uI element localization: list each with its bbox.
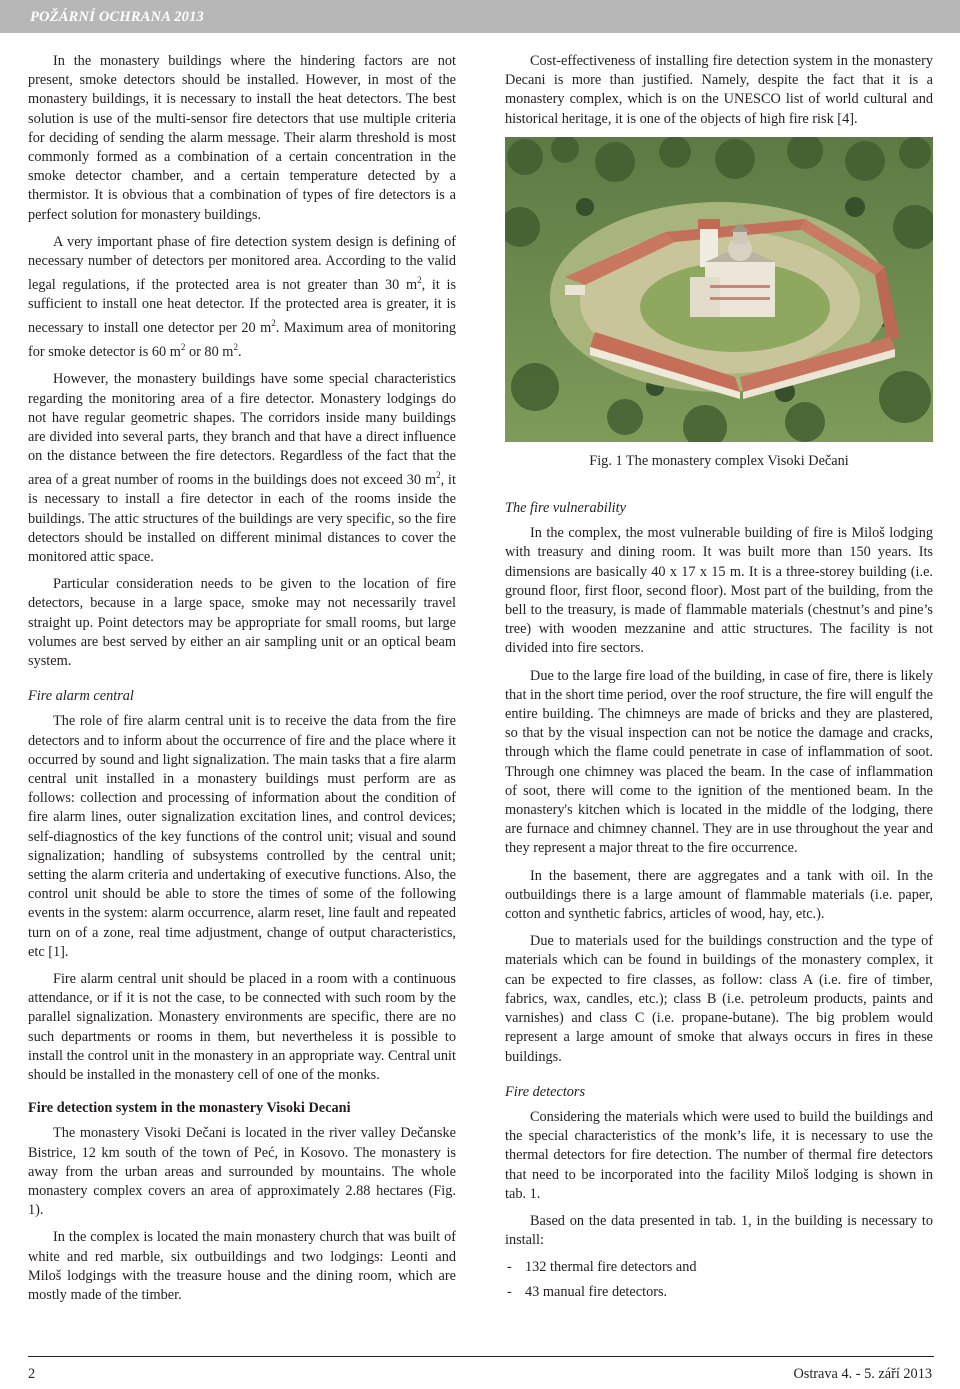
paragraph: Fire alarm central unit should be placed in a room with a continuous attendance, or if it is not the case, to be connected with such room by the parallel signalization. Monastery environments are specific, there are no such departments or rooms in them, but nevertheless it is possible to install the control unit in the monastery in an appropriate way. Central unit should be installed in the monastery cell of one of the monks. (28, 971, 456, 1084)
paragraph: In the complex, the most vulnerable building of fire is Miloš lodging with treasury and dining room. It was built more than 150 years. Its dimensions are basically 40 x 17 x 15 m. It is a three-storey building (i.e. ground floor, first floor, second floor). Most part of the building, from the bell to the treasury, is made of flammable materials (chestnut’s and pine’s tree) with wooden mezzanine and attic structures. The facility is not divided into fire sectors. (505, 525, 933, 657)
paragraph: Based on the data presented in tab. 1, in the building is necessary to install: (505, 1212, 933, 1249)
right-column (505, 52, 933, 1307)
section-heading-fire-alarm-central: Fire alarm central (28, 688, 134, 705)
paragraph: Considering the materials which were used to build the buildings and the special characteristics of the monk’s life, it is necessary to use the thermal detectors for fire detection. The number of thermal fire detectors that need to be incorporated into the facility Miloš lodging is shown in tab. 1. (505, 1108, 933, 1202)
monastery-aerial-photo (505, 137, 933, 442)
paragraph: The monastery Visoki Dečani is located in the river valley Dečanske Bistrice, 12 km south of the town of Peć, in Kosovo. The monastery is away from the urban areas and surrounded by mountains. The whole monastery complex covers an area of approximately 2.88 hectares (Fig. 1). (28, 1125, 456, 1219)
header-title: POŽÁRNÍ OCHRANA 2013 (30, 9, 204, 25)
paragraph: Cost-effectiveness of installing fire detection system in the monastery Decani is more than justified. Namely, despite the fact that it is a monastery complex, which is on the UNESCO list of world cultural and historical heritage, it is one of the objects of high fire risk [4]. (505, 53, 933, 127)
section-heading-fire-detectors: Fire detectors (505, 1083, 586, 1100)
detector-list (505, 1258, 933, 1301)
conference-date: Ostrava 4. - 5. září 2013 (793, 1366, 932, 1382)
running-header (0, 0, 960, 33)
paragraph: Due to the large fire load of the building, in case of fire, there is likely that in the short time period, over the roof structure, the fire will engulf the entire building. The chimneys are made of bricks and they are plastered, so that by the visual inspection can not be notice the damage and cracks, through which the flame could penetrate in case of inflammation of soot. Through one chimney was placed the beam. In the case of inflammation of soot, there will come to the ignition of the mentioned beam. In the monastery's kitchen which is located in the middle of the lodging, there are furnace and chimney channel. They are in use throughout the year and they represent a major threat to the fire occurrence. (505, 667, 933, 857)
list-item: - 43 manual fire detectors. (505, 1283, 933, 1302)
paragraph: Particular consideration needs to be given to the location of fire detectors, because in a large space, smoke may not necessarily travel straight up. Point detectors may be appropriate for small rooms, but large volumes are best served by either an air sampling unit or an optical beam system. (28, 576, 456, 669)
paragraph: Due to materials used for the buildings construction and the type of materials which can be found in buildings of the monastery complex, it can be expected to fire classes, as follow: class A (i.e. fire of timber, fabrics, wax, candles, etc.); class B (i.e. petroleum products, paints and varnishes) and class C (i.e. propane-butane). The big problem would represent a large amount of smoke that always occurs in fires in these buildings. (505, 933, 933, 1065)
list-item: - 132 thermal fire detectors and (505, 1258, 933, 1277)
paragraph: The role of fire alarm central unit is to receive the data from the fire detectors and to inform about the occurrence of fire and the place where it occurred by sound and light signalization. The main tasks that a fire alarm central unit installed in a monastery buildings must perform are as follows: collection and processing of information about the condition of fire alarm lines, outer signalization excitation lines, and control devices; self-diagnostics of the key functions of the control unit; visual and sound signalization; handling of subsystems controlled by the central unit; setting the alarm criteria and undertaking of executive functions. Also, the control unit should be able to store the times of some of the following events in the system: alarm occurrence, alarm reset, line fault and repeated turn on of a zone, real time adjustment, change of output characteristics, etc [1]. (28, 713, 456, 960)
section-heading-fire-vulnerability: The fire vulnerability (505, 500, 626, 517)
paragraph: However, the monastery buildings have some special characteristics regarding the monitoring area of a fire detector. Monastery lodgings do not have regular geometric shapes. The corridors inside many buildings are divided into several parts, they branch and that have a direct influence on the distance between the fire detectors. Regardless of the fact that the area of a great number of rooms in the buildings does not exceed 30 $m^2$, it is necessary to install a fire detector in each of the rooms inside the buildings. The attic structures of the buildings are very specific, so the fire detectors should be installed on different minimal distances to cover the monitored attic space. (28, 371, 457, 565)
paragraph: In the basement, there are aggregates and a tank with oil. In the outbuildings there is a large amount of flammable materials (i.e. paper, cotton and synthetic fabrics, articles of wood, hay, etc.). (505, 867, 933, 923)
footer-rule (28, 1356, 934, 1357)
paragraph: In the complex is located the main monastery church that was built of white and red marble, six outbuildings and two lodgings: Leonti and Miloš lodgings with the treasure house and the dining room, which are mostly made of the timber. (28, 1229, 456, 1304)
paragraph: In the monastery buildings where the hindering factors are not present, smoke detectors should be installed. However, in most of the monastery buildings, it is necessary to install the heat detectors. The best solution is use of the multi-sensor fire detectors that use multiple criteria for deciding of sending the alarm message. Their alarm threshold is most commonly formed as a combination of a certain concentration in the smoke detector chamber, and a certain temperature detected by a thermistor. It is obvious that a combination of types of fire detectors is a perfect solution for monastery buildings. (28, 53, 456, 223)
page-number: 2 (28, 1366, 36, 1382)
section-heading-fire-detection-system: Fire detection system in the monastery Visoki Decani (28, 1100, 351, 1117)
left-column (28, 52, 456, 1305)
paragraph: A very important phase of fire detection system design is defining of necessary number of detectors per monitored area. According to the valid legal regulations, if the protected area is not greater than 30 $m^2$, it is sufficient to install one heat detector. If the protected area is greater, it is necessary to install one detector per 20 $m^2$. Maximum area of monitoring for smoke detector is 60 $m^2$ or 80 $m^2$. (28, 233, 457, 361)
figure-caption: Fig. 1 The monastery complex Visoki Dečani (589, 452, 849, 469)
